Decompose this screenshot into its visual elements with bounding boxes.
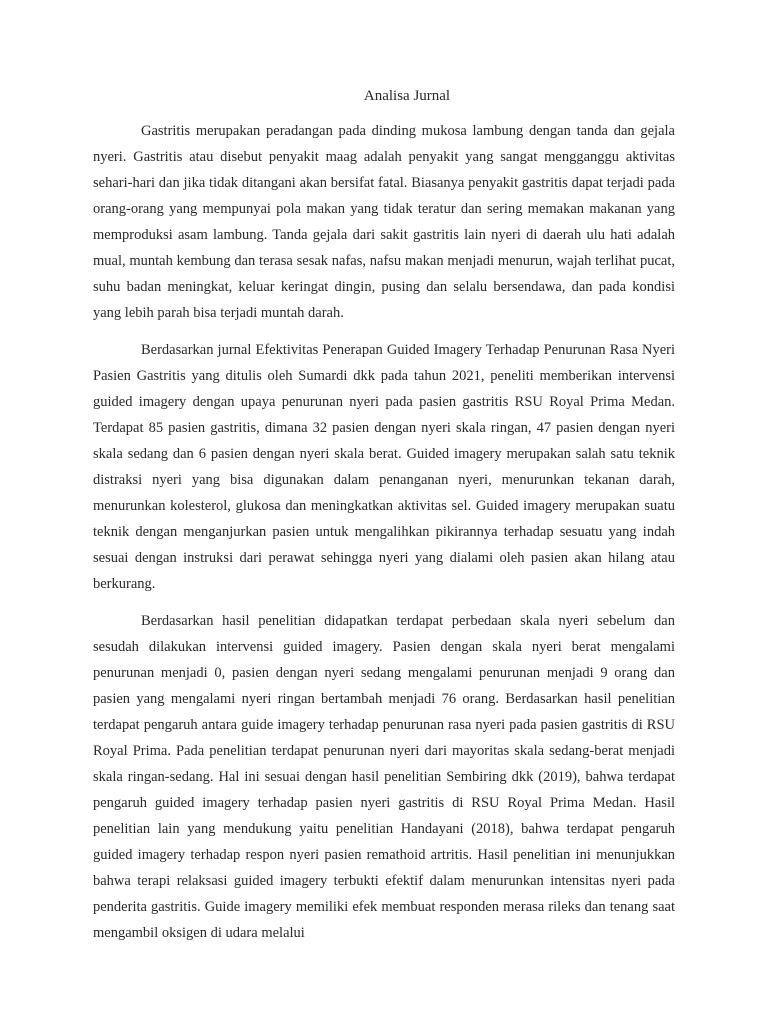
- paragraph-journal-summary: Berdasarkan jurnal Efektivitas Penerapan Guided Imagery Terhadap Penurunan Rasa Nyeri Pasien Gastritis yang ditulis oleh Sumardi dkk pada tahun 2021, peneliti memberikan intervensi guided imagery dengan upaya penurunan nyeri pada pasien gastritis RSU Royal Prima Medan. Terdapat 85 pasien gastritis, dimana 32 pasien dengan nyeri skala ringan, 47 pasien dengan nyeri skala sedang dan 6 pasien dengan nyeri skala berat. Guided imagery merupakan salah satu teknik distraksi nyeri yang bisa digunakan dalam penanganan nyeri, menurunkan tekanan darah, menurunkan kolesterol, glukosa dan meningkatkan aktivitas sel. Guided imagery merupakan suatu teknik dengan menganjurkan pasien untuk mengalihkan pikirannya terhadap sesuatu yang indah sesuai dengan instruksi dari perawat sehingga nyeri yang dialami oleh pasien akan hilang atau berkurang.: [93, 342, 675, 592]
- paragraph-research-results: Berdasarkan hasil penelitian didapatkan terdapat perbedaan skala nyeri sebelum dan sesudah dilakukan intervensi guided imagery. Pasien dengan skala nyeri berat mengalami penurunan menjadi 0, pasien dengan nyeri sedang mengalami penurunan menjadi 9 orang dan pasien yang mengalami nyeri ringan bertambah menjadi 76 orang. Berdasarkan hasil penelitian terdapat pengaruh antara guide imagery terhadap penurunan rasa nyeri pada pasien gastritis di RSU Royal Prima. Pada penelitian terdapat penurunan nyeri dari mayoritas skala sedang-berat menjadi skala ringan-sedang. Hal ini sesuai dengan hasil penelitian Sembiring dkk (2019), bahwa terdapat pengaruh guided imagery terhadap pasien nyeri gastritis di RSU Royal Prima Medan. Hasil penelitian lain yang mendukung yaitu penelitian Handayani (2018), bahwa terdapat pengaruh guided imagery terhadap respon nyeri pasien remathoid artritis. Hasil penelitian ini menunjukkan bahwa terapi relaksasi guided imagery terbukti efektif dalam menurunkan intensitas nyeri pada penderita gastritis. Guide imagery memiliki efek membuat responden merasa rileks dan tenang saat mengambil oksigen di udara melalui: [93, 613, 675, 941]
- paragraph-gastritis-definition: Gastritis merupakan peradangan pada dinding mukosa lambung dengan tanda dan gejala nyeri. Gastritis atau disebut penyakit maag adalah penyakit yang sangat mengganggu aktivitas sehari-hari dan jika tidak ditangani akan bersifat fatal. Biasanya penyakit gastritis dapat terjadi pada orang-orang yang mempunyai pola makan yang tidak teratur dan sering memakan makanan yang memproduksi asam lambung. Tanda gejala dari sakit gastritis lain nyeri di daerah ulu hati adalah mual, muntah kembung dan terasa sesak nafas, nafsu makan menjadi menurun, wajah terlihat pucat, suhu badan meningkat, keluar keringat dingin, pusing dan selalu bersendawa, dan pada kondisi yang lebih parah bisa terjadi muntah darah.: [93, 123, 675, 321]
- document-body: [93, 118, 675, 957]
- document-title: Analisa Jurnal: [363, 88, 451, 104]
